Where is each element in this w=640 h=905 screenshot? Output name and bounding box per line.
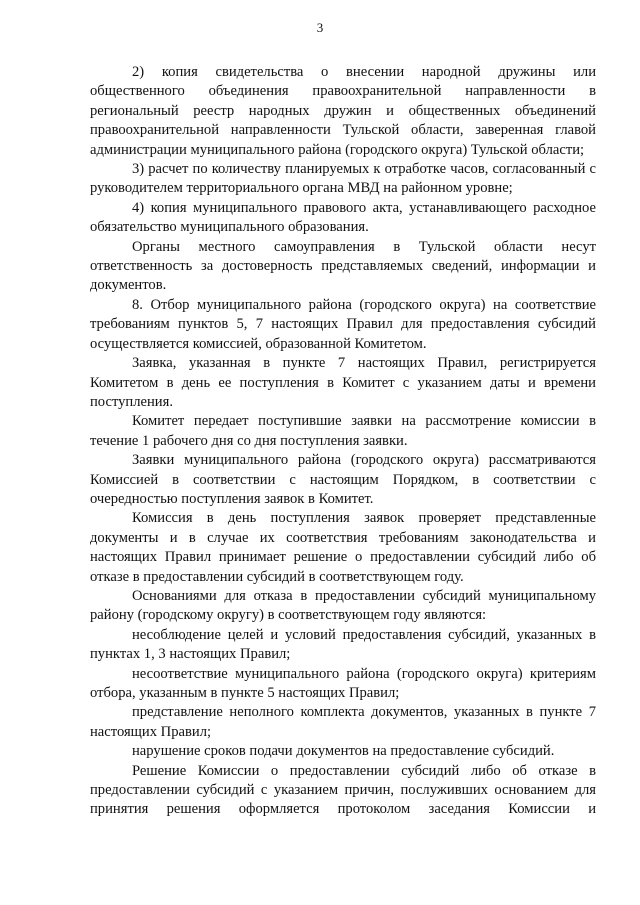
paragraph: нарушение сроков подачи документов на предоставление субсидий.: [132, 743, 555, 760]
paragraph: несоблюдение целей и условий предоставления субсидий, указанных в пунктах 1, 3 настоящих Правил;: [90, 626, 596, 663]
page-number: 3: [316, 20, 324, 35]
paragraph: Органы местного самоуправления в Тульской области несут ответственность за достоверность представляемых сведений, информации и документов.: [90, 238, 596, 294]
paragraph: несоответствие муниципального района (городского округа) критериям отбора, указанным в пункте 5 настоящих Правил;: [90, 665, 596, 701]
paragraph: Комитет передает поступившие заявки на рассмотрение комиссии в течение 1 рабочего дня со дня поступления заявки.: [90, 413, 596, 449]
paragraph: 8. Отбор муниципального района (городского округа) на соответствие требованиям пунктов 5, 7 настоящих Правил для предоставления субсидий осуществляется комиссией, образованной Комитетом.: [90, 296, 596, 352]
paragraph: 2) копия свидетельства о внесении народной дружины или общественного объединения правоохранительной направленности в региональный реестр народных дружин и общественных объединений правоохранительной направленности Тульской области, заверенная главой администрации муниципального района (городского округа) Тульской области;: [90, 64, 596, 158]
paragraph: 3) расчет по количеству планируемых к отработке часов, согласованный с руководителем территориального органа МВД на районном уровне;: [90, 161, 596, 197]
paragraph: Заявки муниципального района (городского округа) рассматриваются Комиссией в соответствии с настоящим Порядком, в соответствии с очередностью поступления заявок в Комитет.: [90, 452, 596, 507]
paragraph: 4) копия муниципального правового акта, устанавливающего расходное обязательство муниципального образования.: [90, 199, 596, 236]
paragraph: Решение Комиссии о предоставлении субсидий либо об отказе в предоставлении субсидий с указанием причин, послуживших основанием для принятия решения оформляется протоколом заседания Комиссии и: [90, 762, 596, 818]
paragraph: Комиссия в день поступления заявок проверяет представленные документы и в случае их соответствия требованиям законодательства и настоящих Правил принимает решение о предоставлении субсидий либо об отказе в предоставлении субсидий в соответствующем году.: [90, 510, 596, 585]
paragraph: представление неполного комплекта документов, указанных в пункте 7 настоящих Правил;: [90, 704, 596, 740]
paragraph: Основаниями для отказа в предоставлении субсидий муниципальному району (городскому округу) в соответствующем году являются:: [90, 587, 596, 624]
paragraph: Заявка, указанная в пункте 7 настоящих Правил, регистрируется Комитетом в день ее поступления в Комитет с указанием даты и времени поступления.: [90, 355, 596, 410]
document-body: [90, 63, 596, 820]
